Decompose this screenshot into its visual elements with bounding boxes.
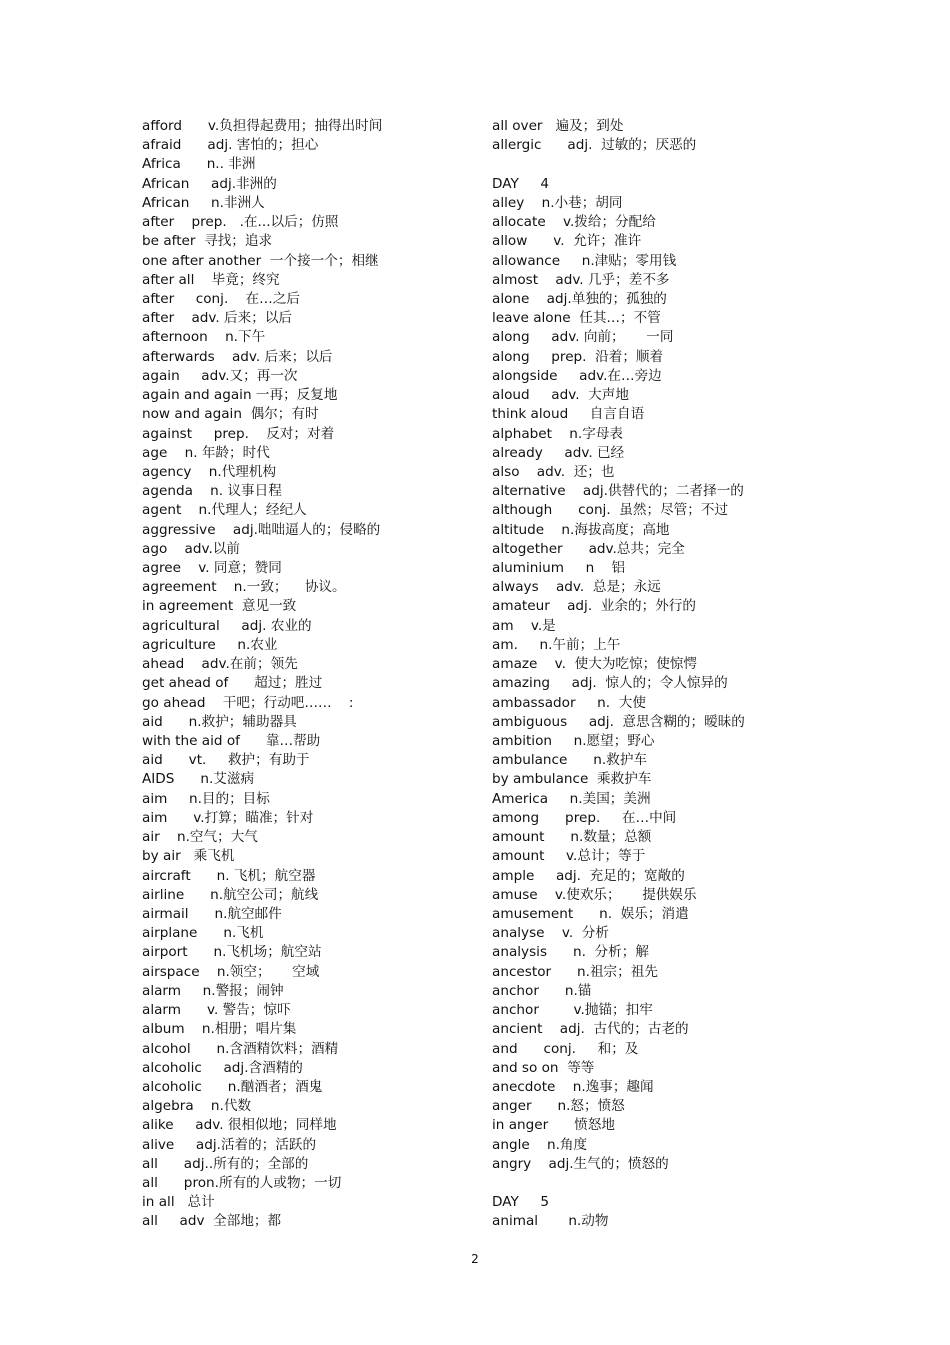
- vocab-entry: amount v.总计；等于: [492, 848, 646, 865]
- vocab-entry: allocate v.拨给；分配给: [492, 214, 656, 231]
- vocab-entry: in anger 愤怒地: [492, 1117, 615, 1134]
- vocab-entry: among prep. 在…中间: [492, 809, 677, 826]
- vocab-entry: against prep. 反对；对着: [142, 425, 335, 442]
- vocab-entry: alphabet n.字母表: [492, 425, 624, 442]
- vocab-entry: ambiguous adj. 意思含糊的；暧昧的: [492, 713, 745, 730]
- vocab-entry: airmail n.航空邮件: [142, 905, 282, 922]
- vocab-entry: amuse v.使欢乐； 提供娱乐: [492, 886, 697, 903]
- vocab-entry: afford v.负担得起费用；抽得出时间: [142, 118, 383, 134]
- vocab-entry: album n.相册；唱片集: [142, 1021, 297, 1038]
- vocab-entry: alone adj.单独的；孤独的: [492, 290, 667, 307]
- vocab-entry: by air 乘飞机: [142, 848, 235, 865]
- vocab-entry: altogether adv.总共；完全: [492, 540, 685, 557]
- vocab-entry: again adv.又；再一次: [142, 367, 298, 384]
- vocab-entry: after adv. 后来；以后: [142, 310, 293, 327]
- vocab-entry: agricultural adj. 农业的: [142, 617, 312, 634]
- vocab-entry: airport n.飞机场；航空站: [142, 944, 322, 961]
- vocab-entry: along prep. 沿着；顺着: [492, 348, 664, 365]
- vocab-entry: am v.是: [492, 617, 556, 634]
- vocab-entry: agreement n.一致； 协议。: [142, 579, 346, 596]
- vocab-entry: all adj..所有的；全部的: [142, 1155, 309, 1172]
- vocab-entry: ahead adv.在前；领先: [142, 656, 298, 673]
- vocab-entry: agriculture n.农业: [142, 636, 278, 653]
- vocab-entry: again and again 一再；反复地: [142, 387, 338, 404]
- vocab-entry: alike adv. 很相似地；同样地: [142, 1117, 337, 1134]
- vocab-entry: agency n.代理机构: [142, 463, 277, 480]
- vocab-entry: afraid adj. 害怕的；担心: [142, 137, 319, 154]
- vocab-entry: by ambulance 乘救护车: [492, 771, 652, 788]
- vocab-entry: ago adv.以前: [142, 540, 241, 557]
- vocab-entry: get ahead of 超过；胜过: [142, 675, 323, 692]
- vocab-entry: angle n.角度: [492, 1136, 588, 1153]
- vocab-entry: now and again 偶尔；有时: [142, 406, 319, 423]
- vocab-entry: alarm v. 警告；惊吓: [142, 1002, 291, 1019]
- vocab-entry: be after 寻找；追求: [142, 233, 273, 250]
- vocab-entry: in agreement 意见一致: [142, 598, 297, 615]
- vocab-entry: all pron.所有的人或物；一切: [142, 1175, 342, 1192]
- vocab-entry: America n.美国；美洲: [492, 790, 651, 807]
- vocab-entry: allergic adj. 过敏的；厌恶的: [492, 137, 697, 154]
- vocab-entry: analysis n. 分析；解: [492, 944, 649, 961]
- vocab-entry: go ahead 干吧；行动吧…… :: [142, 694, 354, 711]
- vocab-entry: aid n.救护；辅助器具: [142, 713, 297, 730]
- vocab-entry: afternoon n.下午: [142, 329, 266, 346]
- vocab-entry: although conj. 虽然；尽管；不过: [492, 502, 729, 519]
- day-heading: DAY 5: [492, 1194, 550, 1211]
- vocab-entry: anecdote n.逸事；趣闻: [492, 1078, 654, 1095]
- vocab-entry: one after another 一个接一个；相继: [142, 252, 379, 269]
- vocab-entry: ambition n.愿望；野心: [492, 733, 655, 749]
- vocab-entry: agenda n. 议事日程: [142, 483, 282, 500]
- vocab-entry: AIDS n.艾滋病: [142, 771, 255, 788]
- vocab-entry: ancient adj. 古代的；古老的: [492, 1021, 689, 1038]
- vocab-entry: aircraft n. 飞机；航空器: [142, 867, 316, 884]
- vocab-entry: aluminium n 铝: [492, 560, 626, 577]
- vocab-entry: ample adj. 充足的；宽敞的: [492, 867, 685, 884]
- vocab-entry: already adv. 已经: [492, 444, 625, 461]
- vocab-entry: aim v.打算；瞄准；针对: [142, 809, 314, 826]
- vocab-entry: aloud adv. 大声地: [492, 387, 629, 404]
- vocab-entry: aggressive adj.咄咄逼人的；侵略的: [142, 521, 381, 538]
- vocab-entry: am. n.午前；上午: [492, 636, 621, 653]
- vocab-entry: after all 毕竟；终究: [142, 271, 280, 288]
- vocab-entry: alongside adv.在…旁边: [492, 367, 662, 384]
- vocab-entry: ambassador n. 大使: [492, 694, 646, 711]
- vocab-entry: alcohol n.含酒精饮料；酒精: [142, 1040, 339, 1057]
- vocab-entry: amaze v. 使大为吃惊；使惊愕: [492, 656, 697, 673]
- vocab-entry: algebra n.代数: [142, 1098, 252, 1115]
- vocab-entry: agree v. 同意；赞同: [142, 560, 282, 577]
- vocab-entry: animal n.动物: [492, 1213, 609, 1230]
- left-column: [142, 117, 462, 1232]
- vocab-entry: all adv 全部地；都: [142, 1213, 282, 1230]
- vocab-entry: anchor v.抛锚；扣牢: [492, 1002, 653, 1019]
- vocab-entry: and conj. 和；及: [492, 1040, 639, 1057]
- vocab-entry: also adv. 还；也: [492, 463, 615, 480]
- vocab-entry: along adv. 向前； 一同: [492, 329, 674, 346]
- vocab-entry: amusement n. 娱乐；消遣: [492, 905, 689, 922]
- vocab-entry: airspace n.领空； 空域: [142, 963, 320, 980]
- vocab-entry: amazing adj. 惊人的；令人惊异的: [492, 675, 728, 692]
- vocab-entry: ancestor n.祖宗；祖先: [492, 963, 658, 980]
- right-column: [492, 117, 792, 1232]
- vocab-entry: alley n.小巷；胡同: [492, 194, 623, 211]
- vocab-entry: after prep. .在...以后；仿照: [142, 214, 339, 231]
- vocab-entry: alternative adj.供替代的；二者择一的: [492, 483, 744, 500]
- vocab-entry: in all 总计: [142, 1194, 215, 1211]
- vocab-entry: think aloud 自言自语: [492, 406, 645, 423]
- vocab-entry: amateur adj. 业余的；外行的: [492, 598, 696, 615]
- vocab-entry: alcoholic adj.含酒精的: [142, 1059, 303, 1076]
- vocab-entry: and so on 等等: [492, 1059, 595, 1076]
- vocab-entry: with the aid of 靠…帮助: [142, 733, 321, 749]
- vocab-entry: afterwards adv. 后来；以后: [142, 348, 333, 365]
- vocab-entry: allowance n.津贴；零用钱: [492, 252, 677, 269]
- day-heading: DAY 4: [492, 175, 550, 192]
- vocab-entry: aim n.目的；目标: [142, 790, 270, 807]
- vocab-entry: altitude n.海拔高度；高地: [492, 521, 670, 538]
- vocab-entry: allow v. 允许；准许: [492, 233, 642, 250]
- vocab-entry: alive adj.活着的；活跃的: [142, 1136, 317, 1153]
- vocab-entry: ambulance n.救护车: [492, 752, 648, 769]
- vocab-entry: airline n.航空公司；航线: [142, 886, 319, 903]
- vocab-entry: all over 遍及；到处: [492, 118, 624, 134]
- vocab-entry: aid vt. 救护；有助于: [142, 752, 310, 769]
- vocab-entry: angry adj.生气的；愤怒的: [492, 1155, 669, 1172]
- vocab-entry: agent n.代理人；经纪人: [142, 502, 307, 519]
- vocab-entry: African n.非洲人: [142, 194, 265, 211]
- blank-line: [492, 1174, 792, 1193]
- vocab-entry: alarm n.警报；闹钟: [142, 982, 284, 999]
- vocab-entry: amount n.数量；总额: [492, 829, 652, 846]
- vocab-entry: almost adv. 几乎；差不多: [492, 271, 670, 288]
- vocab-entry: always adv. 总是；永远: [492, 579, 661, 596]
- vocab-entry: airplane n.飞机: [142, 925, 264, 942]
- vocab-entry: alcoholic n.酗酒者；酒鬼: [142, 1078, 323, 1095]
- blank-line: [492, 155, 792, 174]
- vocab-entry: leave alone 任其…；不管: [492, 310, 661, 327]
- vocab-entry: anchor n.锚: [492, 982, 592, 999]
- vocab-entry: anger n.怒；愤怒: [492, 1098, 625, 1115]
- vocab-entry: analyse v. 分析: [492, 925, 609, 942]
- vocab-entry: African adj.非洲的: [142, 175, 277, 192]
- vocab-entry: age n. 年龄；时代: [142, 444, 270, 461]
- page-number: 2: [471, 1252, 479, 1266]
- vocab-entry: Africa n.. 非洲: [142, 156, 256, 173]
- vocab-entry: air n.空气；大气: [142, 829, 258, 846]
- vocab-entry: after conj. 在…之后: [142, 290, 300, 307]
